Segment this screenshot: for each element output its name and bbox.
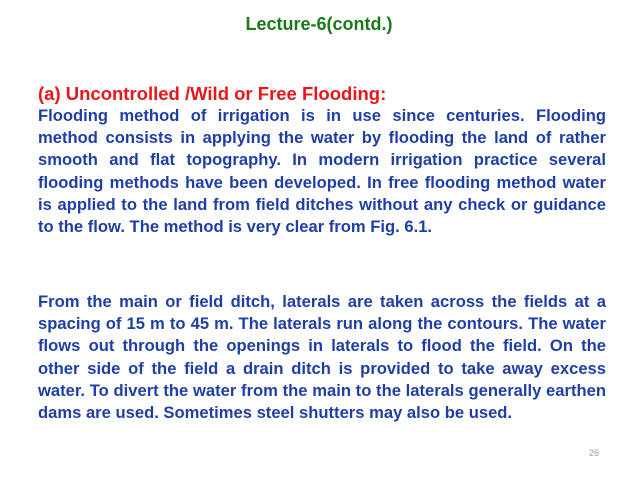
body-paragraph-1: Flooding method of irrigation is in use since centuries. Flooding method consists in applying the water by flooding the land of rather smooth and flat topography. In modern irrigation practice several flooding methods have been developed. In free flooding method water is applied to the land from field ditches without any check or guidance to the flow. The method is very clear from Fig. 6.1. <box>38 106 606 237</box>
page-number: 26 <box>589 448 600 458</box>
slide-title: Lecture-6(contd.) <box>245 14 393 34</box>
section-heading: (a) Uncontrolled /Wild or Free Flooding: <box>38 83 387 104</box>
body-paragraph-2: From the main or field ditch, laterals are taken across the fields at a spacing of 15 m to 45 m. The laterals run along the contours. The water flows out through the openings in laterals to flood the field. On the other side of the field a drain ditch is provided to take away excess water. To divert the water from the main to the laterals generally earthen dams are used. Sometimes steel shutters may also be used. <box>38 292 606 423</box>
